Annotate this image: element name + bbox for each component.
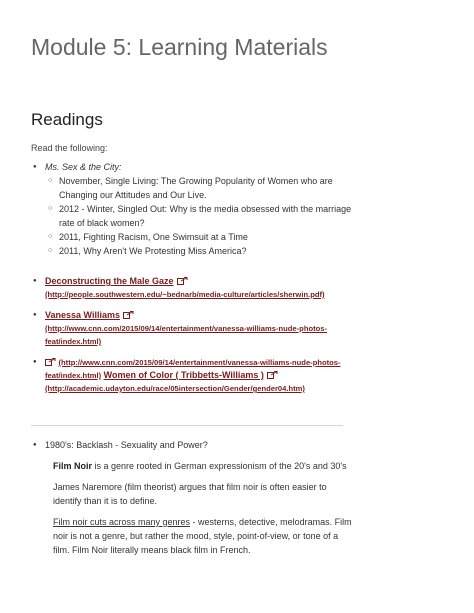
link-male-gaze[interactable]: Deconstructing the Male Gaze — [45, 276, 174, 286]
external-link-icon[interactable] — [267, 371, 278, 379]
link-vanessa-williams-url[interactable]: (http://www.cnn.com/2015/09/14/entertainment/vanessa-williams-nude-photos-feat/index.html) — [45, 324, 328, 346]
link-cnn-url[interactable]: (http://www.cnn.com/2015/09/14/entertainment/vanessa-williams-nude-photos-feat/index.html) — [45, 358, 341, 380]
page-title: Module 5: Learning Materials — [31, 34, 328, 60]
backlash-list — [31, 438, 357, 557]
list-item-vanessa-williams — [45, 309, 365, 348]
list-item-women-of-color — [45, 356, 365, 395]
external-link-icon[interactable] — [177, 277, 188, 285]
list-item: ○ 2011, Why Aren't We Protesting Miss America? — [59, 244, 365, 258]
genres-underlined: Film noir cuts across many genres — [53, 517, 191, 527]
links-list — [31, 275, 365, 403]
intro-text: Read the following: — [31, 143, 108, 153]
ms-sex-sublist — [45, 174, 365, 258]
backlash-heading: 1980's: Backlash - Sexuality and Power? — [45, 440, 208, 450]
list-item: ○ 2011, Fighting Racism, One Swimsuit at a Time — [59, 230, 365, 244]
readings-list — [31, 160, 365, 258]
list-item-backlash — [45, 438, 357, 557]
link-women-of-color[interactable]: Women of Color ( Tribbetts-Williams ) — [103, 370, 264, 380]
genres-text: - westerns, detective, melodramas. Film noir is not a genre, but rather the mood, style, point-of-view, or tone of a film. Film Noir literally means black film in French. — [53, 517, 352, 555]
ms-sex-title: Ms. Sex & the City: — [45, 162, 122, 172]
external-link-icon[interactable] — [123, 311, 134, 319]
link-male-gaze-url[interactable]: (http://people.southwestern.edu/~bednarb/media-culture/articles/sherwin.pdf) — [45, 290, 325, 299]
link-vanessa-williams[interactable]: Vanessa Williams — [45, 310, 120, 320]
divider — [31, 425, 343, 426]
film-noir-term: Film Noir — [53, 461, 93, 471]
list-item-ms-sex — [45, 160, 365, 258]
paragraph-genres — [53, 515, 357, 557]
section-title-readings: Readings — [31, 110, 103, 129]
paragraph-film-noir — [53, 459, 357, 473]
list-item: ○ November, Single Living: The Growing Popularity of Women who are Changing our Attitudes and Our Live. — [59, 174, 365, 202]
link-women-of-color-url[interactable]: (http://academic.udayton.edu/race/05intersection/Gender/gender04.htm) — [45, 384, 305, 393]
paragraph-naremore: James Naremore (film theorist) argues that film noir is often easier to identify than it is to define. — [53, 482, 327, 506]
external-link-icon[interactable] — [45, 358, 56, 366]
list-item-male-gaze — [45, 275, 365, 301]
list-item: ○ 2012 - Winter, Singled Out: Why is the media obsessed with the marriage rate of black women? — [59, 202, 365, 230]
film-noir-definition: is a genre rooted in German expressionism of the 20's and 30's — [92, 461, 347, 471]
